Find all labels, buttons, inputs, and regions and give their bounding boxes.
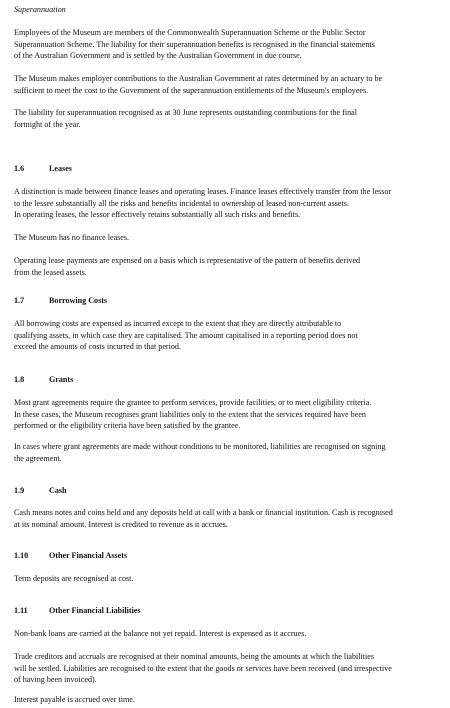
superannuation-subheading: Superannuation: [14, 5, 66, 14]
grants-paragraph-2: [14, 441, 442, 464]
section-number: 1.10: [14, 551, 29, 560]
section-number: 1.8: [14, 375, 25, 384]
text-line: In cases where grant agreements are made without conditions to be monitored, liabilities are recognised on signing: [14, 442, 386, 451]
text-line: will be settled. Liabilities are recognised to the extent that the goods or services have been received (and irrespective: [14, 663, 392, 673]
text-line: sufficient to meet the cost to the Government of the superannuation entitlements of the Museum's employees.: [14, 85, 369, 95]
borrowing-costs-paragraph-1: [14, 318, 442, 353]
text-line: Interest payable is accrued over time.: [14, 695, 135, 704]
section-heading-other-financial-assets: [14, 550, 127, 562]
superannuation-paragraph-3: [14, 107, 442, 130]
section-title: Cash: [49, 486, 67, 495]
text-line: from the leased assets.: [14, 267, 87, 277]
text-line: Non-bank loans are carried at the balance not yet repaid. Interest is expensed as it accrues.: [14, 629, 307, 638]
text-line: Most grant agreements require the grantee to perform services, provide facilities, or to meet eligibility criteria.: [14, 398, 372, 407]
superannuation-paragraph-1: [14, 27, 442, 62]
text-line: Term deposits are recognised at cost.: [14, 574, 134, 583]
text-line: of the Australian Government and is settled by the Australian Government in due course.: [14, 51, 302, 61]
text-line: Operating lease payments are expensed on a basis which is representative of the pattern of benefits derived: [14, 256, 361, 265]
section-title: Leases: [49, 164, 72, 173]
other-financial-liabilities-paragraph-2: [14, 651, 442, 686]
text-line: In operating leases, the lessor effectively retains substantially all such risks and benefits.: [14, 210, 301, 220]
text-line: of having been invoiced).: [14, 675, 97, 685]
text-line: The Museum has no finance leases.: [14, 233, 130, 242]
leases-paragraph-3: [14, 255, 442, 278]
text-line: The Museum makes employer contributions to the Australian Government at rates determined by an actuary to be: [14, 74, 383, 83]
other-financial-liabilities-paragraph-3: [14, 694, 442, 706]
superannuation-paragraph-2: [14, 73, 442, 96]
text-line: The liability for superannuation recognised as at 30 June represents outstanding contributions for the final: [14, 108, 357, 117]
section-number: 1.11: [14, 606, 28, 615]
text-line: at its nominal amount. Interest is credited to revenue as it accrues.: [14, 519, 228, 529]
text-line: performed or the eligibility criteria have been satisfied by the grantee.: [14, 421, 241, 431]
section-number: 1.7: [14, 296, 25, 305]
section-title: Grants: [49, 375, 74, 384]
other-financial-assets-paragraph-1: [14, 573, 442, 585]
leases-paragraph-2: [14, 232, 442, 244]
section-title: Other Financial Assets: [49, 551, 128, 560]
text-line: Trade creditors and accruals are recognised at their nominal amounts, being the amounts at which the liabilities: [14, 652, 374, 661]
text-line: Employees of the Museum are members of the Commonwealth Superannuation Scheme or the Public Sector: [14, 28, 366, 37]
leases-paragraph-1: [14, 186, 442, 221]
cash-paragraph-1: [14, 507, 442, 530]
section-title: Other Financial Liabilities: [49, 606, 141, 615]
text-line: A distinction is made between finance leases and operating leases. Finance leases effectively transfer from the lessor: [14, 187, 392, 196]
text-line: qualifying assets, in which case they are capitalised. The amount capitalised in a reporting period does not: [14, 330, 358, 340]
section-heading-grants: [14, 374, 73, 386]
section-heading-borrowing-costs: [14, 295, 107, 307]
text-line: fortnight of the year.: [14, 119, 81, 129]
text-line: In these cases, the Museum recognises grant liabilities only to the extent that the services required have been: [14, 409, 366, 419]
other-financial-liabilities-paragraph-1: [14, 628, 442, 640]
section-number: 1.6: [14, 164, 25, 173]
section-heading-cash: [14, 485, 67, 497]
section-title: Borrowing Costs: [49, 296, 108, 305]
section-heading-leases: [14, 163, 72, 175]
section-number: 1.9: [14, 486, 25, 495]
text-line: Cash means notes and coins held and any deposits held at call with a bank or financial institution. Cash is recognised: [14, 508, 393, 517]
text-line: to the lessee substantially all the risks and benefits incidental to ownership of leased non-current assets.: [14, 198, 349, 208]
section-heading-other-financial-liabilities: [14, 605, 141, 617]
text-line: exceed the amounts of costs incurred in that period.: [14, 342, 181, 352]
text-line: Superannuation Scheme. The liability for their superannuation benefits is recognised in the financial statements: [14, 39, 375, 49]
grants-paragraph-1: [14, 397, 442, 432]
text-line: All borrowing costs are expensed as incurred except to the extent that they are directly attributable to: [14, 319, 342, 328]
text-line: the agreement.: [14, 453, 62, 463]
